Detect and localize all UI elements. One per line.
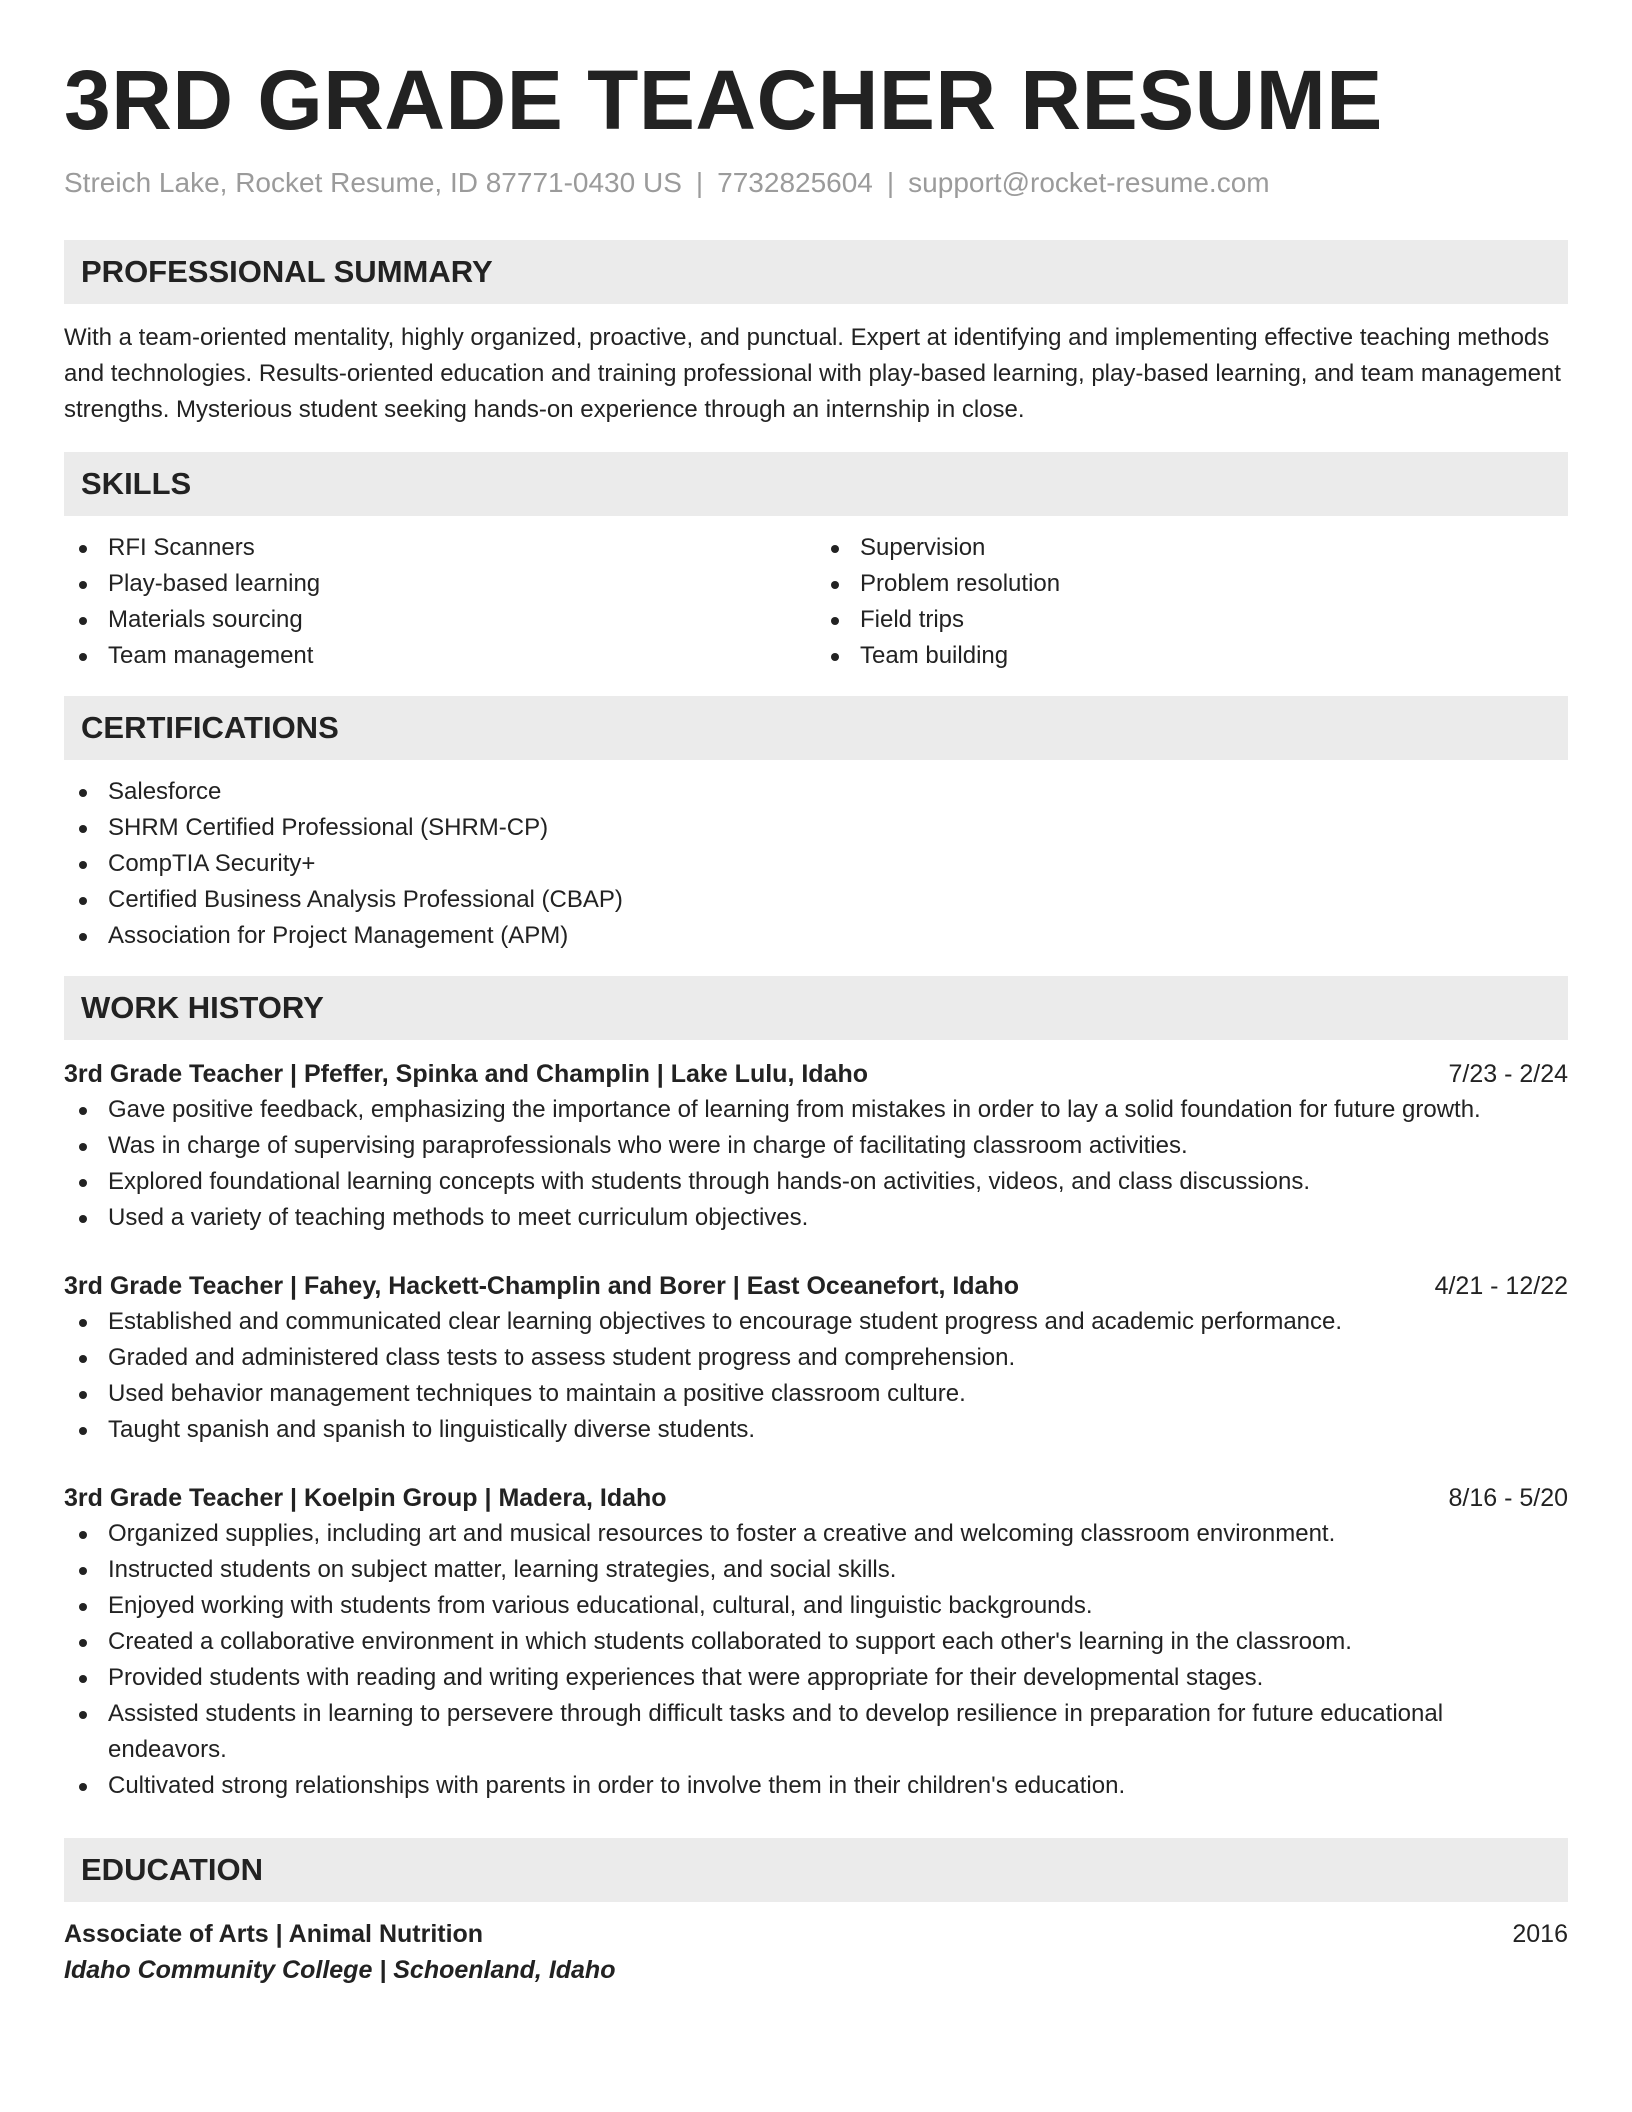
section-header-certifications: CERTIFICATIONS <box>64 696 1568 760</box>
list-item: Instructed students on subject matter, learning strategies, and social skills. <box>64 1552 1568 1588</box>
job-entry <box>64 1480 1568 1804</box>
list-item: Assisted students in learning to persevere through difficult tasks and to develop resilience in preparation for future educational endeavors. <box>64 1696 1568 1768</box>
job-dates: 4/21 - 12/22 <box>1434 1271 1568 1300</box>
skills-column-right <box>816 530 1568 674</box>
skills-column-left <box>64 530 816 674</box>
list-item: Field trips <box>816 602 1568 638</box>
skills-list <box>64 530 1568 674</box>
resume-title: 3RD GRADE TEACHER RESUME <box>64 53 1383 147</box>
list-item: Enjoyed working with students from various educational, cultural, and linguistic backgrounds. <box>64 1588 1568 1624</box>
list-item: Materials sourcing <box>64 602 816 638</box>
job-header <box>64 1480 1568 1516</box>
summary-text: With a team-oriented mentality, highly organized, proactive, and punctual. Expert at identifying and implementing effective teaching methods and technologies. Results-oriented education and training professional with play-based learning, play-based learning, and team management strengths. Mysterious student seeking hands-on experience through an internship in close. <box>64 323 1561 423</box>
job-title: 3rd Grade Teacher | Pfeffer, Spinka and Champlin | Lake Lulu, Idaho <box>64 1059 868 1088</box>
section-header-summary: PROFESSIONAL SUMMARY <box>64 240 1568 304</box>
list-item: Was in charge of supervising paraprofessionals who were in charge of facilitating classroom activities. <box>64 1128 1568 1164</box>
education-year: 2016 <box>1512 1919 1568 1948</box>
contact-phone: 7732825604 <box>717 167 873 198</box>
education-school: Idaho Community College | Schoenland, Idaho <box>64 1955 616 1984</box>
job-bullets <box>64 1304 1568 1448</box>
job-dates: 7/23 - 2/24 <box>1448 1059 1568 1088</box>
job-header <box>64 1056 1568 1092</box>
contact-address: Streich Lake, Rocket Resume, ID 87771-0430 US <box>64 167 682 198</box>
job-bullets <box>64 1092 1568 1236</box>
contact-separator: | <box>886 167 895 198</box>
list-item: Explored foundational learning concepts with students through hands-on activities, videos, and class discussions. <box>64 1164 1568 1200</box>
education-entry <box>64 1916 1568 1988</box>
job-title: 3rd Grade Teacher | Koelpin Group | Madera, Idaho <box>64 1483 667 1512</box>
job-bullets <box>64 1516 1568 1804</box>
list-item: Problem resolution <box>816 566 1568 602</box>
job-dates: 8/16 - 5/20 <box>1448 1483 1568 1512</box>
list-item: Cultivated strong relationships with parents in order to involve them in their children's education. <box>64 1768 1568 1804</box>
job-entry <box>64 1056 1568 1236</box>
list-item: Used behavior management techniques to maintain a positive classroom culture. <box>64 1376 1568 1412</box>
job-entry <box>64 1268 1568 1448</box>
section-header-work-history: WORK HISTORY <box>64 976 1568 1040</box>
list-item: Team management <box>64 638 816 674</box>
section-header-education: EDUCATION <box>64 1838 1568 1902</box>
list-item: Gave positive feedback, emphasizing the importance of learning from mistakes in order to lay a solid foundation for future growth. <box>64 1092 1568 1128</box>
certifications-list <box>64 774 1568 954</box>
list-item: Graded and administered class tests to assess student progress and comprehension. <box>64 1340 1568 1376</box>
contact-line <box>64 166 1568 200</box>
list-item: Certified Business Analysis Professional (CBAP) <box>64 882 1568 918</box>
list-item: RFI Scanners <box>64 530 816 566</box>
contact-email: support@rocket-resume.com <box>908 167 1270 198</box>
list-item: SHRM Certified Professional (SHRM-CP) <box>64 810 1568 846</box>
job-title: 3rd Grade Teacher | Fahey, Hackett-Champlin and Borer | East Oceanefort, Idaho <box>64 1271 1019 1300</box>
list-item: Association for Project Management (APM) <box>64 918 1568 954</box>
list-item: Organized supplies, including art and musical resources to foster a creative and welcoming classroom environment. <box>64 1516 1568 1552</box>
education-degree: Associate of Arts | Animal Nutrition <box>64 1919 484 1948</box>
list-item: Established and communicated clear learning objectives to encourage student progress and academic performance. <box>64 1304 1568 1340</box>
list-item: Team building <box>816 638 1568 674</box>
education-header <box>64 1916 1568 1952</box>
list-item: Used a variety of teaching methods to meet curriculum objectives. <box>64 1200 1568 1236</box>
list-item: Supervision <box>816 530 1568 566</box>
contact-separator: | <box>695 167 704 198</box>
job-header <box>64 1268 1568 1304</box>
list-item: Provided students with reading and writing experiences that were appropriate for their developmental stages. <box>64 1660 1568 1696</box>
list-item: Taught spanish and spanish to linguistically diverse students. <box>64 1412 1568 1448</box>
list-item: CompTIA Security+ <box>64 846 1568 882</box>
list-item: Play-based learning <box>64 566 816 602</box>
list-item: Created a collaborative environment in which students collaborated to support each other's learning in the classroom. <box>64 1624 1568 1660</box>
list-item: Salesforce <box>64 774 1568 810</box>
section-header-skills: SKILLS <box>64 452 1568 516</box>
